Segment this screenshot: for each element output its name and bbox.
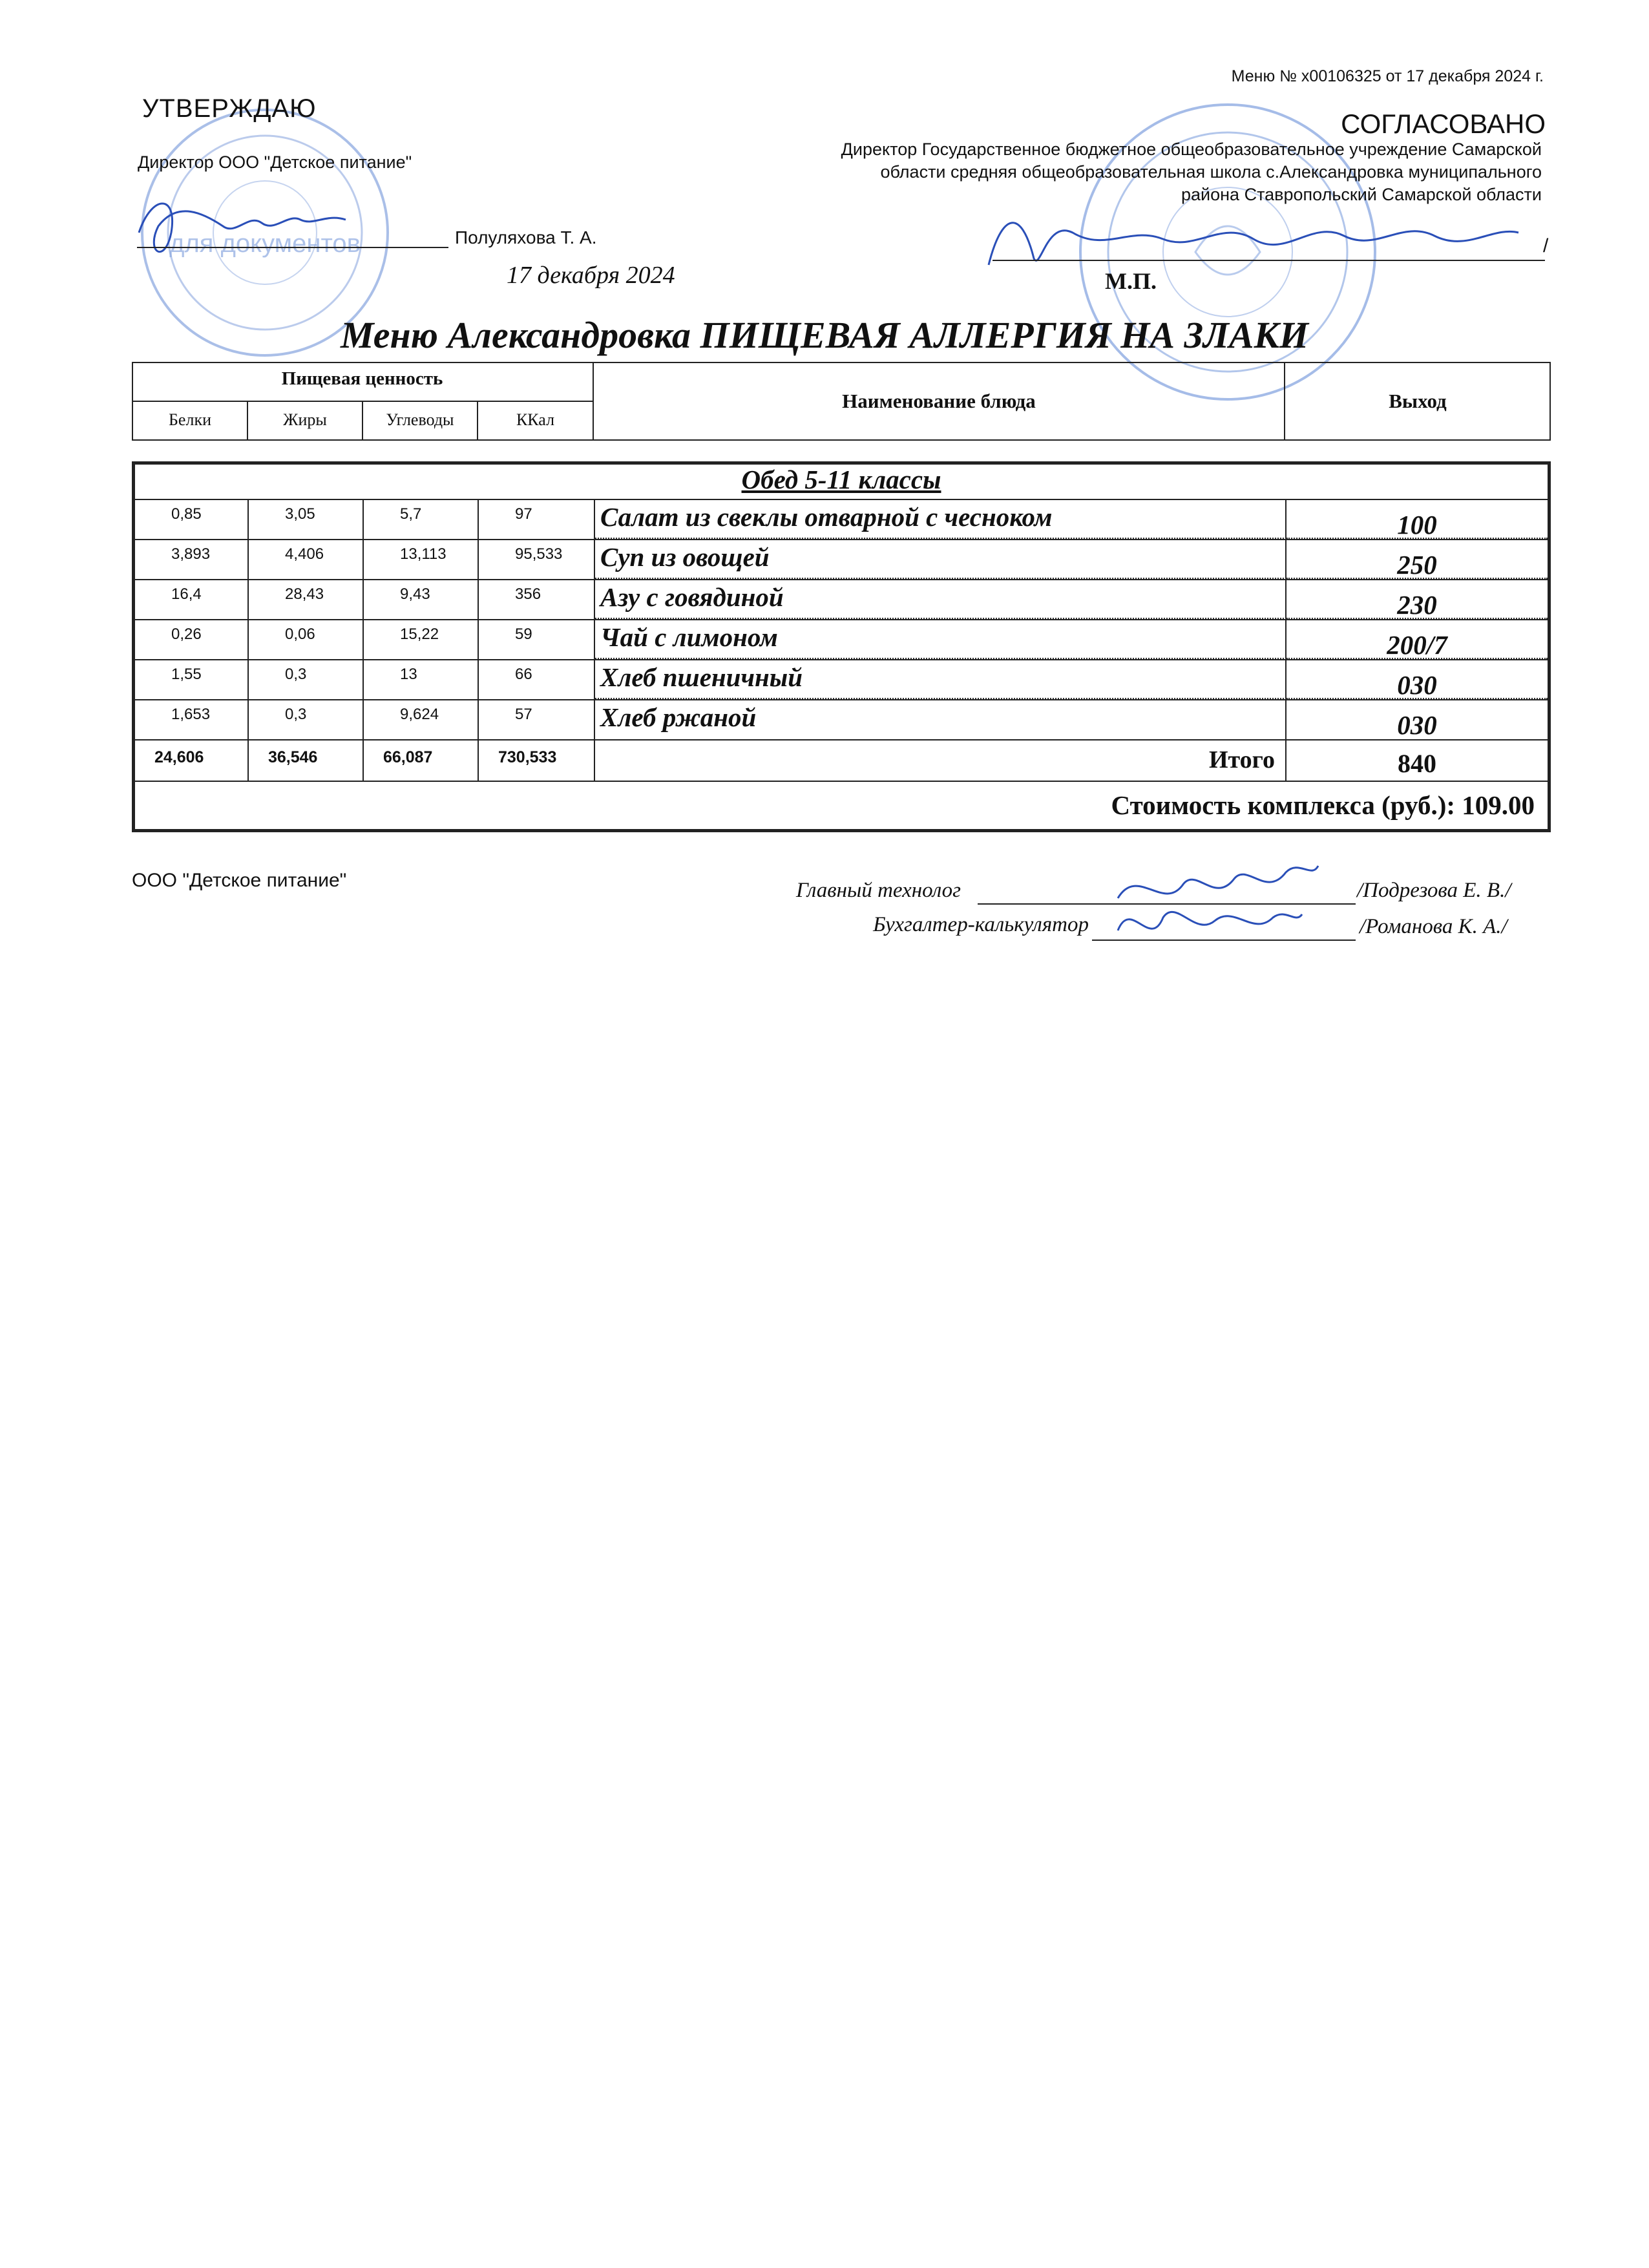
- agree-position-line3: района Ставропольский Самарской области: [1181, 185, 1542, 204]
- director-signature: [126, 174, 359, 278]
- kcal-header: ККал: [478, 401, 594, 439]
- dish-cell: Хлеб пшеничный: [595, 660, 1287, 699]
- carbs-cell: 9,624: [364, 700, 479, 739]
- dish-cell: Чай с лимоном: [595, 620, 1287, 659]
- dish-cell: Салат из свеклы отварной с чесноком: [595, 500, 1287, 539]
- fats-cell: 0,3: [249, 660, 364, 699]
- cost-row: [135, 781, 1548, 829]
- yield-cell: 030: [1397, 710, 1437, 740]
- agree-position: [624, 138, 1542, 206]
- carbs-cell: 13,113: [364, 540, 479, 579]
- total-proteins: 24,606: [135, 740, 249, 781]
- agree-signature: [976, 194, 1531, 284]
- yield-cell: 230: [1287, 580, 1548, 619]
- dish-header: Наименование блюда: [594, 362, 1285, 441]
- agree-position-line1: Директор Государственное бюджетное общеобразовательное учреждение Самарской: [841, 140, 1542, 159]
- approve-date: 17 декабря 2024: [507, 262, 675, 289]
- kcal-cell: 95,533: [479, 540, 595, 579]
- fats-cell: 0,06: [249, 620, 364, 659]
- table-row: [135, 619, 1548, 659]
- left-stamp-text: для документов: [169, 229, 361, 258]
- approve-name: Полуляхова Т. А.: [455, 227, 597, 247]
- yield-cell: 030: [1287, 660, 1548, 699]
- carbs-cell: 13: [364, 660, 479, 699]
- kcal-cell: 356: [479, 580, 595, 619]
- total-kcal: 730,533: [479, 740, 595, 781]
- technologist-signature-line: [978, 903, 1356, 905]
- proteins-cell: 0,85: [135, 500, 249, 539]
- approve-position: Директор ООО "Детское питание": [138, 152, 412, 172]
- agree-slash: /: [1543, 235, 1549, 257]
- proteins-cell: 1,653: [135, 700, 249, 739]
- approve-title: УТВЕРЖДАЮ: [142, 94, 317, 123]
- carbs-cell: 5,7: [364, 500, 479, 539]
- fats-cell: 4,406: [249, 540, 364, 579]
- total-carbs: 66,087: [364, 740, 479, 781]
- technologist-name: /Подрезова Е. В./: [1357, 879, 1511, 902]
- fats-cell: 0,3: [249, 700, 364, 739]
- dish-cell: Хлеб ржаной: [595, 700, 1287, 739]
- menu-number: Меню № х00106325 от 17 декабря 2024 г.: [1231, 67, 1544, 85]
- kcal-cell: 59: [479, 620, 595, 659]
- yield-cell: 200/7: [1287, 620, 1548, 659]
- agree-signature-line: [993, 260, 1545, 261]
- nutrition-header: Пищевая ценность: [132, 362, 594, 402]
- carbs-cell: 15,22: [364, 620, 479, 659]
- proteins-cell: 16,4: [135, 580, 249, 619]
- fats-cell: 28,43: [249, 580, 364, 619]
- agree-position-line2: области средняя общеобразовательная школа с.Александровка муниципального: [880, 162, 1542, 182]
- dish-cell: Суп из овощей: [595, 540, 1287, 579]
- table-row: [135, 539, 1548, 579]
- proteins-header: Белки: [133, 401, 248, 439]
- footer-org: ООО "Детское питание": [132, 870, 347, 891]
- dish-cell: Азу с говядиной: [595, 580, 1287, 619]
- menu-title: Меню Александровка ПИЩЕВАЯ АЛЛЕРГИЯ НА ЗЛАКИ: [340, 314, 1309, 356]
- total-fats: 36,546: [249, 740, 364, 781]
- complex-cost: Стоимость комплекса (руб.): 109.00: [1111, 790, 1535, 820]
- technologist-label: Главный технолог: [795, 879, 961, 902]
- total-yield: 840: [1398, 749, 1436, 778]
- carbs-header: Углеводы: [363, 401, 478, 439]
- table-row: [135, 699, 1548, 739]
- fats-cell: 3,05: [249, 500, 364, 539]
- fats-header: Жиры: [248, 401, 363, 439]
- carbs-cell: 9,43: [364, 580, 479, 619]
- kcal-cell: 57: [479, 700, 595, 739]
- table-row: [135, 499, 1548, 539]
- section-title: Обед 5-11 классы: [741, 465, 941, 494]
- totals-row: [135, 739, 1548, 781]
- approve-signature-line: [137, 247, 448, 248]
- proteins-cell: 0,26: [135, 620, 249, 659]
- proteins-cell: 3,893: [135, 540, 249, 579]
- proteins-cell: 1,55: [135, 660, 249, 699]
- kcal-cell: 97: [479, 500, 595, 539]
- accountant-label: Бухгалтер-калькулятор: [873, 913, 1089, 936]
- agree-title: СОГЛАСОВАНО: [1341, 109, 1546, 139]
- total-label: Итого: [595, 740, 1287, 781]
- stamp-place-label: М.П.: [1105, 268, 1157, 294]
- accountant-signature-line: [1092, 940, 1356, 941]
- accountant-signature: [1105, 892, 1305, 956]
- yield-cell: 250: [1287, 540, 1548, 579]
- yield-cell: 100: [1287, 500, 1548, 539]
- kcal-cell: 66: [479, 660, 595, 699]
- accountant-name: /Романова К. А./: [1360, 915, 1507, 938]
- yield-header: Выход: [1389, 390, 1447, 412]
- table-row: [135, 579, 1548, 619]
- table-row: [135, 659, 1548, 699]
